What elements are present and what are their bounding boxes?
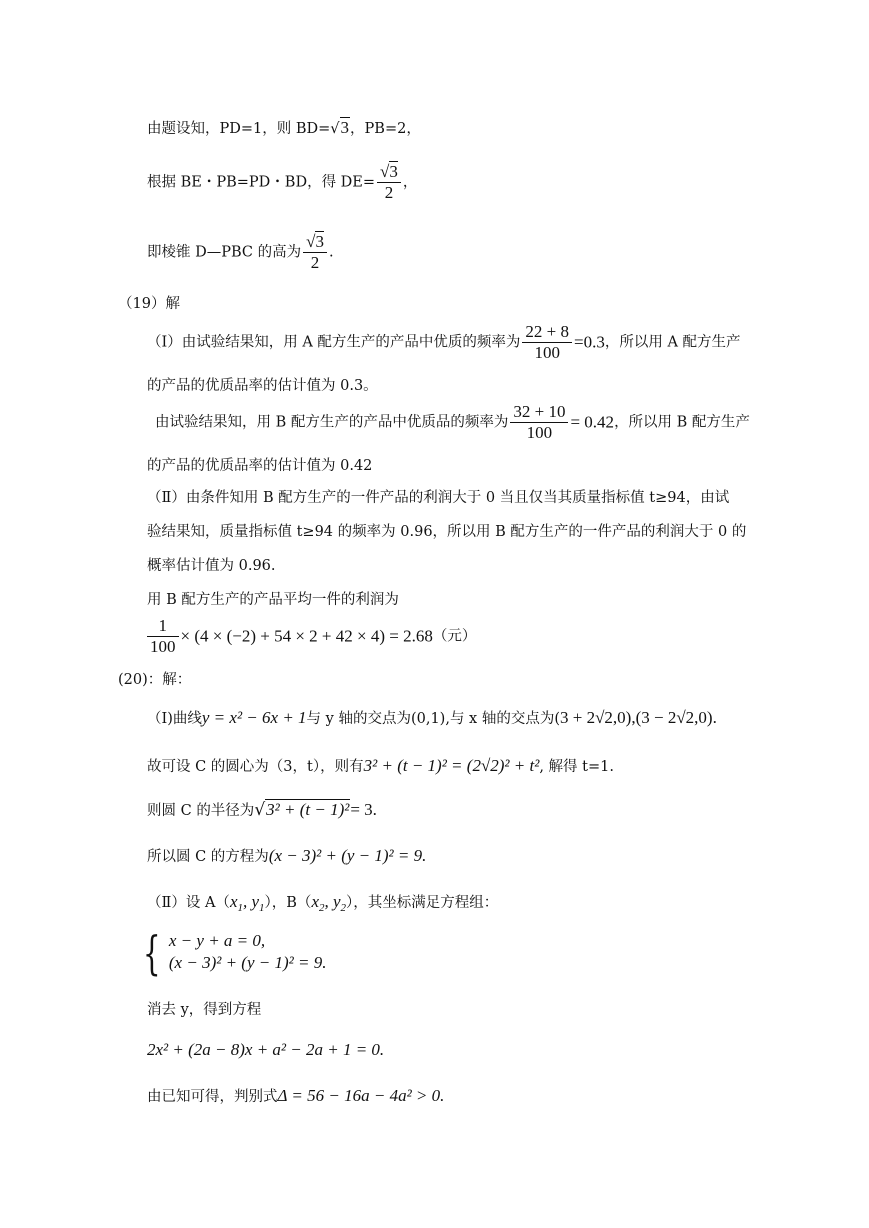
math: 2x² + (2a − 8)x + a² − 2a + 1 = 0. (147, 1040, 385, 1059)
text: （Ⅰ）由试验结果知，用 A 配方生产的产品中优质的频率为 (147, 334, 521, 351)
fraction-22-8-over-100: $\frac{22 + 8}{100}$ (522, 322, 572, 363)
equation-system (143, 926, 327, 980)
text-line (147, 232, 334, 273)
math: =0.3 (574, 332, 605, 352)
text: 根据 BE・PB=PD・BD，得 DE= (147, 174, 376, 191)
math: Δ = 56 − 16a − 4a² > 0. (277, 1086, 445, 1105)
text: 则圆 C 的半径为 (147, 803, 255, 819)
sqrt-radius: √3² + (t − 1)² (254, 800, 350, 820)
math: $x_2$, $y_2$ (311, 892, 347, 914)
math: = 3. (350, 800, 377, 819)
math: (x − 3)² + (y − 1)² = 9. (168, 953, 327, 972)
text: 故可设 C 的圆心为（3，t），则有 (147, 759, 364, 775)
text-line: 用 B 配方生产的产品平均一件的利润为 (147, 592, 399, 608)
text: ），其坐标满足方程组： (346, 895, 499, 911)
text-line: 的产品的优质品率的估计值为 0.3。 (147, 378, 378, 394)
text-line (147, 162, 417, 203)
brace-icon: { (143, 926, 161, 980)
sqrt-3: √3 (330, 118, 350, 137)
text-line (147, 1040, 384, 1061)
text: （Ⅱ）设 A（ (147, 895, 230, 911)
fraction-sqrt3-over-2: $\frac{√3}{2}$ (303, 232, 327, 273)
text: 所以圆 C 的方程为 (147, 849, 269, 865)
text: （元） (432, 628, 477, 645)
text-line: （Ⅱ）由条件知用 B 配方生产的一件产品的利润大于 0 当且仅当其质量指标值 t≥94，由试 (147, 490, 730, 506)
fraction-sqrt3-over-2: $\frac{√3}{2}$ (377, 162, 401, 203)
text-line: 验结果知，质量指标值 t≥94 的频率为 0.96，所以用 B 配方生产的一件产品的利润大于 0 的 (147, 524, 747, 540)
text-line: 的产品的优质品率的估计值为 0.42 (147, 458, 373, 474)
math: $x_1$, $y_1$ (229, 892, 265, 914)
text-line (147, 846, 426, 867)
text: ），B（ (264, 895, 312, 911)
text-line: 概率估计值为 0.96. (147, 558, 276, 574)
math: (x − 3)² + (y − 1)² = 9. (268, 846, 427, 865)
text-line (147, 118, 421, 139)
fraction-32-10-over-100: $\frac{32 + 10}{100}$ (510, 402, 568, 443)
math: 3² + (t − 1)² = (2√2)² + t² (363, 756, 540, 775)
text: 由试验结果知，用 B 配方生产的产品中优质品的频率为 (155, 414, 509, 431)
text: ，PB=2， (350, 121, 421, 137)
text-line (145, 616, 476, 657)
text-line: 消去 y，得到方程 (147, 1002, 262, 1018)
text: （Ⅰ)曲线 (147, 711, 202, 727)
text: 由题设知，PD=1，则 BD= (147, 121, 331, 137)
text-line (147, 1086, 444, 1107)
question-number-19: （19）解 (118, 296, 180, 312)
math: x − y + a = 0, (168, 931, 266, 950)
text: . (328, 244, 334, 261)
text-line (147, 892, 498, 913)
text: ，所以用 B 配方生产 (614, 414, 750, 431)
question-number-20: (20)：解： (118, 672, 192, 688)
text: 与 y 轴的交点为(0,1),与 x 轴的交点为( (306, 711, 560, 727)
text-line (147, 756, 614, 777)
text: ， (402, 174, 418, 191)
text: , 解得 t=1. (539, 759, 614, 775)
math: = 0.42 (570, 412, 615, 432)
math: 3 + 2√2,0),(3 − 2√2,0). (560, 708, 717, 727)
fraction-1-over-100: $\frac{1}{100}$ (147, 616, 179, 657)
text-line (155, 402, 750, 443)
text-line (147, 800, 377, 821)
text: 由已知可得，判别式 (147, 1089, 278, 1105)
text: ，所以用 A 配方生产 (604, 334, 741, 351)
text-line (147, 708, 717, 729)
text: 即棱锥 D—PBC 的高为 (147, 244, 302, 261)
text-line (147, 322, 741, 363)
math: × (4 × (−2) + 54 × 2 + 42 × 4) = 2.68 (180, 626, 433, 646)
math: y = x² − 6x + 1 (201, 708, 307, 727)
